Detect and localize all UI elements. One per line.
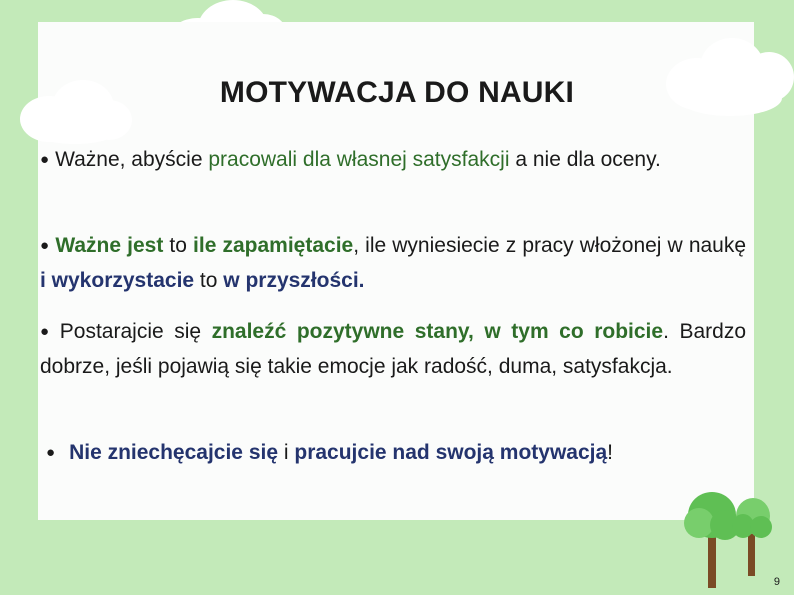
bullet-icon: ● xyxy=(40,323,54,340)
bullet-paragraph-1: ● Ważne, abyście pracowali dla własnej satysfakcji a nie dla oceny. xyxy=(40,148,661,171)
page-number: 9 xyxy=(773,576,780,588)
slide-title: MOTYWACJA DO NAUKI xyxy=(219,76,575,110)
bullet-paragraph-3: ● Postarajcie się znaleźć pozytywne stany, w tym co robicie. Bardzo dobrze, jeśli pojawią się takie emocje jak radość, duma, satysfakcja. xyxy=(40,320,746,378)
bullet-icon: ● xyxy=(46,444,56,461)
bullet-paragraph-4: ● Nie zniechęcajcie się i pracujcie nad swoją motywacją! xyxy=(46,441,614,464)
highlight-text: pracowali dla własnej satysfakcji xyxy=(208,148,510,171)
tree-icon xyxy=(732,496,772,576)
bullet-paragraph-2: ● Ważne jest to ile zapamiętacie, ile wyniesiecie z pracy włożonej w naukę i wykorzystacie to w przyszłości. xyxy=(40,234,747,292)
bullet-icon: ● xyxy=(40,237,50,254)
bullet-icon: ● xyxy=(40,151,50,168)
